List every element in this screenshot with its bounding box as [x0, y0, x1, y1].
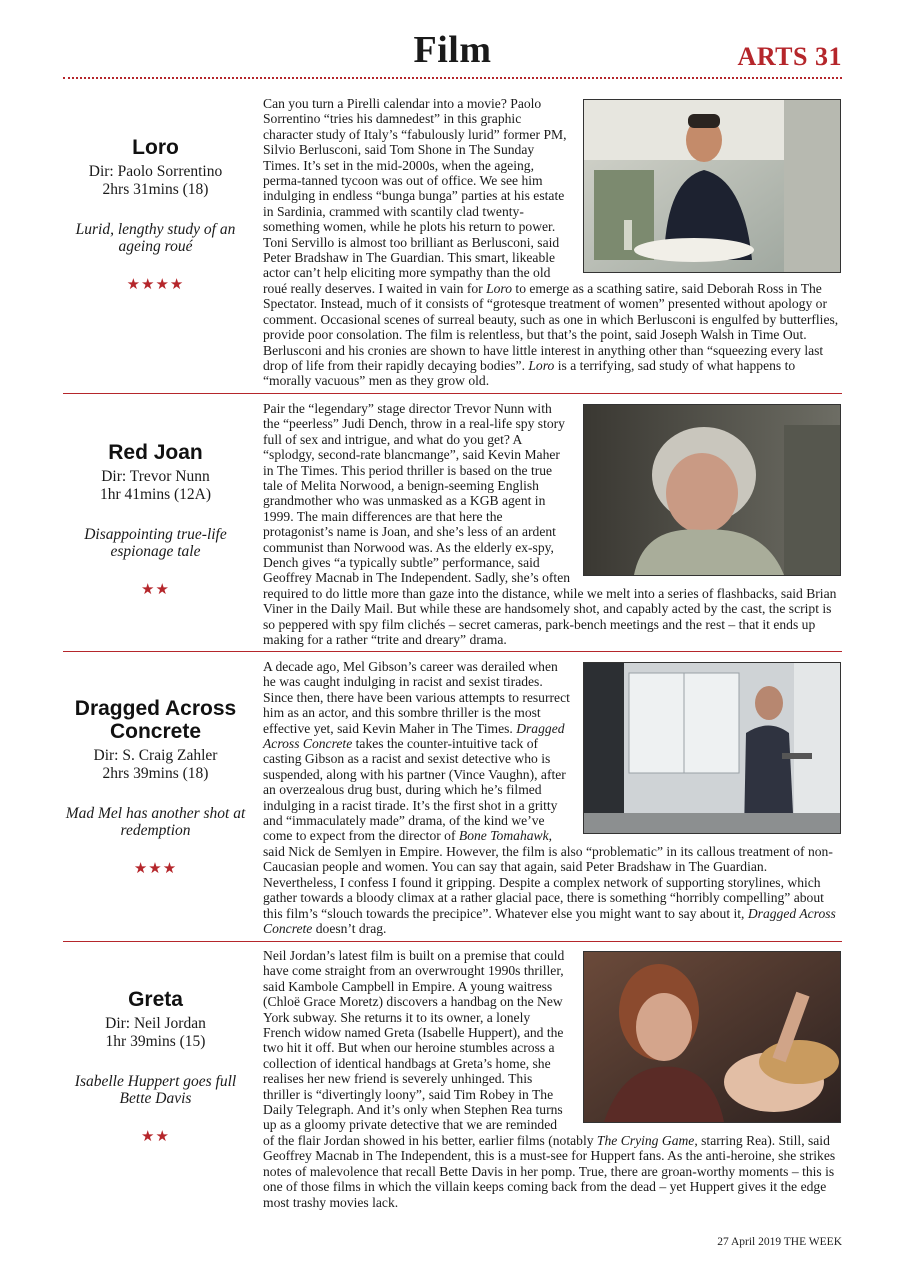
review-divider — [63, 941, 842, 942]
verdict: Lurid, lengthy study of an ageing roué — [75, 221, 236, 255]
film-title: Red Joan — [108, 441, 203, 464]
text-segment: to emerge as a scathing satire, said Deborah Ross in The Spectator. Instead, much of it consists of “grotesque treatment of women” presented without apology or comment. Occasional scenes of surreal beauty, such as one in which Berlusconi is engulfed by butterflies, provide poor consolation. The film is relentless, but that’s the point, said Joseph Walsh in Time Out. Berlusconi and his cronies are shown to have little interest in anything other than “squeezing every last drop of life from their rapidly decaying bodies”. — [263, 280, 839, 373]
director: Dir: Trevor Nunn — [101, 468, 210, 485]
runtime: 2hrs 39mins (18) — [102, 765, 209, 782]
text-segment: Can you turn a Pirelli calendar into a movie? Paolo Sorrentino “tries his damnedest” in this graphic character study of Italy’s “fabulously lurid” former PM, Silvio Berlusconi, said Tom Shone in The Sunday Times. It’s set in the mid-2000s, when the ageing, perma-tanned tycoon was out of office. We see him indulging in endless “bunga bunga” parties at his estate in Sardinia, crammed with scantily clad twenty-something women, while he plots his return to power. Toni Servillo is almost too brilliant as Berlusconi, said Peter Bradshaw in The Guardian. This smart, likeable actor can’t help eliciting more sympathy than the old roué really deserves. I waited in vain for — [263, 96, 567, 296]
runtime: 1hr 41mins (12A) — [99, 486, 212, 503]
star-rating: ★★★★ — [126, 277, 185, 293]
review-sidebar — [63, 441, 248, 599]
review-divider — [63, 393, 842, 394]
film-title: Loro — [132, 136, 179, 159]
star-rating: ★★ — [141, 582, 170, 598]
text-segment: Neil Jordan’s latest film is built on a premise that could have come straight from an overwrought 1990s thriller, said Kambole Campbell in Empire. A young waitress (Chloë Grace Moretz) discovers a handbag on the New York subway. She returns it to its owner, a lonely French widow named Greta (Isabelle Huppert), and the two hit it off. But when our heroine stumbles across a collection of identical handbags at Greta’s home, she realises her new friend is severely unhinged. This thriller is “divertingly loony”, said Tim Robey in The Daily Telegraph. And it’s only when Stephen Rea turns up as a gloomy private detective that we are reminded of the flair Jordan showed in his better, earlier films (notably — [263, 948, 597, 1148]
review-red-joan — [63, 401, 842, 649]
text-segment: , starring Rea). Still, said Geoffrey Macnab in The Independent, this is a must-see for Huppert fans. As the anti-heroine, she strikes notes of malevolence that recall Bette Davis in her pomp. True, there are groan-worthy moments – this is one of those films in which the villain keeps coming back from the dead – yet Huppert gives it the edge most trashy movies lack. — [263, 1132, 836, 1210]
runtime: 1hr 39mins (15) — [105, 1033, 206, 1050]
text-segment: , said Nick de Semlyen in Empire. However, the film is also “problematic” in its callous treatment of non-Caucasian people and women. You can say that again, said Peter Bradshaw in The Guardian. Nevertheless, I confess I found it gripping. Despite a complex network of supporting storylines, which gather towards a bloody climax at a rather glacial pace, there is something “horribly compelling” about this film’s “slouch towards the precipice”. Whatever else you might want to say about it, — [263, 828, 833, 921]
italic-title: Bone Tomahawk — [458, 828, 549, 844]
star-rating: ★★ — [141, 1129, 170, 1145]
header-rule — [63, 77, 842, 79]
review-body — [263, 401, 841, 648]
film-still-greta — [583, 951, 841, 1123]
director: Dir: Neil Jordan — [105, 1015, 206, 1032]
page-number: 31 — [815, 42, 842, 71]
review-body — [263, 96, 841, 389]
verdict: Disappointing true-life espionage tale — [84, 526, 227, 560]
italic-title: Dragged Across Concrete — [263, 720, 565, 752]
section-name: ARTS — [737, 42, 808, 71]
film-title: Greta — [128, 988, 183, 1011]
review-sidebar — [63, 697, 248, 878]
film-still-dragged-across-concrete — [583, 662, 841, 834]
italic-title: Dragged Across Concrete — [263, 905, 836, 936]
review-greta — [63, 948, 842, 1218]
review-sidebar — [63, 988, 248, 1146]
text-segment: doesn’t drag. — [312, 920, 387, 936]
film-still-loro — [583, 99, 841, 273]
director: Dir: S. Craig Zahler — [93, 747, 218, 764]
text-segment: Pair the “legendary” stage director Trevor Nunn with the “peerless” Judi Dench, throw in a real-life spy story full of sex and intrigue, and what do you get? A “splodgy, second-rate blancmange”, said Kevin Maher in The Times. This period thriller is based on the true tale of Melita Norwood, a benign-seeming English grandmother who was unmasked as a KGB agent in 1999. The main differences are that here the protagonist’s name is Joan, and she’s less of an ardent communist than Norwood was. As the elderly ex-spy, Dench gives “a typically subtle” performance, said Geoffrey Macnab in The Independent. Sadly, she’s often required to do little more than gaze into the distance, while we melt into a series of flashbacks, said Brian Viner in the Daily Mail. But while these are handsomely shot, and capably acted by the cast, the script is so peppered with spy film clichés – secret cameras, park-bench meetings and the rest – that it ends up making for a rather “trite and dreary” drama. — [263, 401, 837, 648]
italic-title: Loro — [528, 357, 555, 373]
review-body — [263, 659, 841, 936]
page-title: Film — [413, 29, 492, 71]
review-dragged-across-concrete — [63, 659, 842, 939]
text-segment: takes the counter-intuitive tack of casting Gibson as a racist and sexist detective who is suspended, along with his partner (Vince Vaughn), after an overzealous drug bust, during which he’s filmed indulging in a racist tirade. It’s the first shot in a gritty and “immaculately made” drama, of the kind we’ve come to expect from the director of — [263, 736, 566, 844]
issue-date: 27 April 2019 — [717, 1236, 782, 1248]
runtime: 2hrs 31mins (18) — [102, 181, 209, 198]
film-title: Dragged Across Concrete — [74, 697, 237, 743]
text-segment: A decade ago, Mel Gibson’s career was derailed when he was caught indulging in racist and sexist tirades. Since then, there have been various attempts to resurrect him as an actor, and this sombre thriller is the most effective yet, said Kevin Maher in The Times. — [263, 659, 570, 736]
section-label — [738, 42, 842, 72]
director: Dir: Paolo Sorrentino — [88, 163, 223, 180]
italic-title: The Crying Game — [596, 1132, 695, 1148]
film-still-red-joan — [583, 404, 841, 576]
verdict: Mad Mel has another shot at redemption — [65, 805, 246, 839]
star-rating: ★★★ — [133, 861, 178, 877]
review-sidebar — [63, 136, 248, 294]
review-body — [263, 948, 841, 1210]
review-divider — [63, 651, 842, 652]
footer — [717, 1236, 842, 1248]
text-segment: is a terrifying, sad study of what happens to “morally vacuous” men as they grow old. — [263, 357, 796, 389]
publication-name: THE WEEK — [783, 1236, 842, 1248]
verdict: Isabelle Huppert goes full Bette Davis — [74, 1073, 237, 1107]
italic-title: Loro — [486, 280, 513, 296]
review-loro — [63, 96, 842, 391]
